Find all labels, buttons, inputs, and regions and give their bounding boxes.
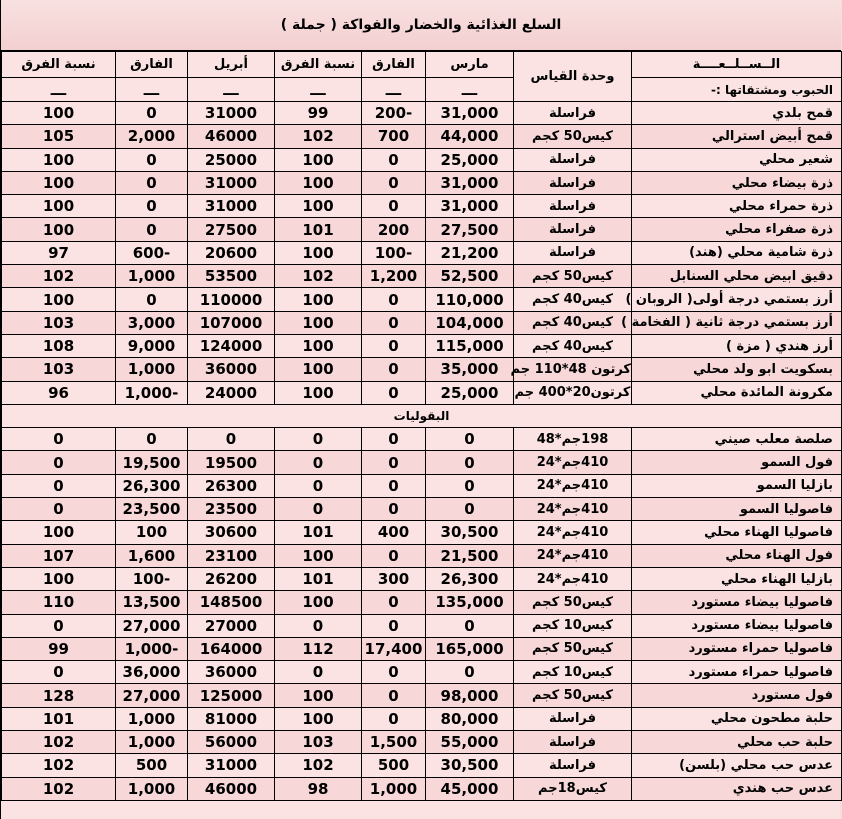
cell-pct1: 0 bbox=[275, 428, 362, 451]
cell-diff2: 1,000 bbox=[116, 777, 188, 800]
section-header-grains bbox=[2, 78, 842, 102]
cell-diff1: 0 bbox=[362, 498, 426, 521]
cell-pct2: 102 bbox=[2, 777, 116, 800]
cell-name: مكرونة المائدة محلي bbox=[632, 381, 842, 404]
table-row bbox=[2, 125, 842, 148]
cell-pct2: 103 bbox=[2, 358, 116, 381]
dash-cell: ـــ bbox=[362, 78, 426, 102]
cell-diff1: 0 bbox=[362, 171, 426, 194]
cell-march: 98,000 bbox=[426, 684, 514, 707]
cell-unit: فراسلة bbox=[514, 218, 632, 241]
cell-unit: 410جم*24 bbox=[514, 498, 632, 521]
cell-diff1: 0 bbox=[362, 661, 426, 684]
cell-march: 0 bbox=[426, 474, 514, 497]
cell-pct1: 100 bbox=[275, 148, 362, 171]
cell-diff1: 0 bbox=[362, 311, 426, 334]
cell-diff1: 0 bbox=[362, 707, 426, 730]
cell-pct2: 99 bbox=[2, 637, 116, 660]
cell-unit: كيس18جم bbox=[514, 777, 632, 800]
cell-march: 27,500 bbox=[426, 218, 514, 241]
cell-pct2: 0 bbox=[2, 451, 116, 474]
table-row bbox=[2, 334, 842, 357]
cell-pct1: 100 bbox=[275, 707, 362, 730]
cell-april: 56000 bbox=[188, 731, 275, 754]
cell-diff1: 0 bbox=[362, 148, 426, 171]
cell-diff2: 0 bbox=[116, 218, 188, 241]
cell-pct2: 105 bbox=[2, 125, 116, 148]
cell-unit: كيس40 كجم bbox=[514, 311, 632, 334]
cell-name: فاصوليا السمو bbox=[632, 498, 842, 521]
section-label-legumes: البقوليات bbox=[2, 404, 842, 427]
cell-diff1: 0 bbox=[362, 195, 426, 218]
cell-march: 31,000 bbox=[426, 195, 514, 218]
cell-pct2: 102 bbox=[2, 731, 116, 754]
section-label-grains: الحبوب ومشتقاتها :- bbox=[632, 78, 842, 102]
cell-diff1: 0 bbox=[362, 474, 426, 497]
cell-april: 124000 bbox=[188, 334, 275, 357]
cell-pct1: 101 bbox=[275, 567, 362, 590]
cell-pct2: 100 bbox=[2, 567, 116, 590]
cell-march: 80,000 bbox=[426, 707, 514, 730]
cell-april: 148500 bbox=[188, 591, 275, 614]
header-pct2: نسبة الفرق bbox=[2, 52, 116, 78]
cell-diff2: 36,000 bbox=[116, 661, 188, 684]
cell-name: ذرة بيضاء محلي bbox=[632, 171, 842, 194]
dash-cell: ـــ bbox=[275, 78, 362, 102]
table-row bbox=[2, 474, 842, 497]
cell-unit: كيس50 كجم bbox=[514, 684, 632, 707]
cell-march: 165,000 bbox=[426, 637, 514, 660]
dash-cell: ـــ bbox=[426, 78, 514, 102]
cell-unit: كيس50 كجم bbox=[514, 591, 632, 614]
cell-pct1: 100 bbox=[275, 381, 362, 404]
table-row bbox=[2, 241, 842, 264]
cell-unit: فراسلة bbox=[514, 754, 632, 777]
cell-april: 24000 bbox=[188, 381, 275, 404]
cell-march: 0 bbox=[426, 498, 514, 521]
table-row bbox=[2, 381, 842, 404]
cell-march: 0 bbox=[426, 661, 514, 684]
cell-name: ذرة صفراء محلي bbox=[632, 218, 842, 241]
cell-name: عدس حب هندي bbox=[632, 777, 842, 800]
cell-diff2: -100 bbox=[116, 567, 188, 590]
table-row bbox=[2, 567, 842, 590]
cell-unit: فراسلة bbox=[514, 148, 632, 171]
table-row bbox=[2, 428, 842, 451]
header-item: الــســلــعــــة bbox=[632, 52, 842, 78]
cell-name: بازليا السمو bbox=[632, 474, 842, 497]
table-row bbox=[2, 731, 842, 754]
cell-april: 36000 bbox=[188, 358, 275, 381]
table-row bbox=[2, 311, 842, 334]
cell-name: بازليا الهناء محلي bbox=[632, 567, 842, 590]
header-march: مارس bbox=[426, 52, 514, 78]
cell-diff2: 27,000 bbox=[116, 684, 188, 707]
table-row bbox=[2, 521, 842, 544]
cell-march: 21,200 bbox=[426, 241, 514, 264]
cell-diff1: 0 bbox=[362, 381, 426, 404]
cell-name: فاصوليا حمراء مستورد bbox=[632, 637, 842, 660]
cell-diff2: 26,300 bbox=[116, 474, 188, 497]
cell-pct1: 100 bbox=[275, 591, 362, 614]
cell-pct1: 100 bbox=[275, 684, 362, 707]
cell-diff1: 400 bbox=[362, 521, 426, 544]
cell-diff1: 0 bbox=[362, 614, 426, 637]
cell-name: دقيق ابيض محلي السنابل bbox=[632, 265, 842, 288]
cell-march: 44,000 bbox=[426, 125, 514, 148]
cell-pct1: 100 bbox=[275, 241, 362, 264]
table-row bbox=[2, 777, 842, 800]
cell-diff2: 13,500 bbox=[116, 591, 188, 614]
cell-march: 31,000 bbox=[426, 102, 514, 125]
cell-unit: فراسلة bbox=[514, 707, 632, 730]
cell-diff2: 19,500 bbox=[116, 451, 188, 474]
cell-diff1: 0 bbox=[362, 334, 426, 357]
cell-april: 27500 bbox=[188, 218, 275, 241]
cell-march: 30,500 bbox=[426, 521, 514, 544]
table-row bbox=[2, 102, 842, 125]
cell-pct2: 0 bbox=[2, 474, 116, 497]
cell-diff2: 3,000 bbox=[116, 311, 188, 334]
cell-pct1: 98 bbox=[275, 777, 362, 800]
cell-diff2: 0 bbox=[116, 428, 188, 451]
cell-diff2: 500 bbox=[116, 754, 188, 777]
cell-april: 164000 bbox=[188, 637, 275, 660]
cell-pct2: 100 bbox=[2, 171, 116, 194]
cell-diff1: 0 bbox=[362, 544, 426, 567]
cell-april: 110000 bbox=[188, 288, 275, 311]
cell-diff2: 1,000 bbox=[116, 731, 188, 754]
cell-pct2: 128 bbox=[2, 684, 116, 707]
cell-unit: كيس10 كجم bbox=[514, 661, 632, 684]
table-row bbox=[2, 265, 842, 288]
cell-april: 31000 bbox=[188, 171, 275, 194]
cell-name: أرز هندي ( مزة ) bbox=[632, 334, 842, 357]
table-row bbox=[2, 288, 842, 311]
cell-april: 36000 bbox=[188, 661, 275, 684]
cell-march: 31,000 bbox=[426, 171, 514, 194]
cell-diff1: -100 bbox=[362, 241, 426, 264]
cell-name: فاصوليا بيضاء مستورد bbox=[632, 591, 842, 614]
cell-diff2: 23,500 bbox=[116, 498, 188, 521]
cell-unit: 198جم*48 bbox=[514, 428, 632, 451]
cell-diff2: 0 bbox=[116, 148, 188, 171]
cell-pct1: 100 bbox=[275, 195, 362, 218]
cell-diff1: 1,000 bbox=[362, 777, 426, 800]
cell-april: 81000 bbox=[188, 707, 275, 730]
sheet-title: السلع الغذائية والخضار والفواكة ( جملة ) bbox=[1, 0, 841, 51]
cell-pct1: 0 bbox=[275, 614, 362, 637]
cell-march: 110,000 bbox=[426, 288, 514, 311]
cell-april: 26200 bbox=[188, 567, 275, 590]
cell-april: 46000 bbox=[188, 777, 275, 800]
cell-pct2: 107 bbox=[2, 544, 116, 567]
cell-pct1: 0 bbox=[275, 498, 362, 521]
cell-march: 45,000 bbox=[426, 777, 514, 800]
cell-diff1: 500 bbox=[362, 754, 426, 777]
cell-pct1: 0 bbox=[275, 451, 362, 474]
cell-pct2: 103 bbox=[2, 311, 116, 334]
cell-name: قمح بلدي bbox=[632, 102, 842, 125]
cell-diff1: 0 bbox=[362, 684, 426, 707]
table-row bbox=[2, 707, 842, 730]
header-pct1: نسبة الفرق bbox=[275, 52, 362, 78]
cell-diff1: 1,200 bbox=[362, 265, 426, 288]
cell-pct2: 100 bbox=[2, 521, 116, 544]
cell-unit: كيس50 كجم bbox=[514, 637, 632, 660]
cell-april: 31000 bbox=[188, 754, 275, 777]
dash-cell: ـــ bbox=[188, 78, 275, 102]
cell-unit: 410جم*24 bbox=[514, 474, 632, 497]
cell-unit: 410جم*24 bbox=[514, 521, 632, 544]
cell-pct1: 101 bbox=[275, 521, 362, 544]
cell-pct1: 102 bbox=[275, 754, 362, 777]
cell-diff2: 0 bbox=[116, 195, 188, 218]
table-row bbox=[2, 544, 842, 567]
cell-pct2: 0 bbox=[2, 614, 116, 637]
cell-name: فول مستورد bbox=[632, 684, 842, 707]
cell-april: 46000 bbox=[188, 125, 275, 148]
cell-name: شعير محلي bbox=[632, 148, 842, 171]
table-row bbox=[2, 171, 842, 194]
cell-unit: كيس40 كجم bbox=[514, 288, 632, 311]
cell-diff1: 0 bbox=[362, 288, 426, 311]
cell-pct2: 100 bbox=[2, 218, 116, 241]
cell-unit: كيس50 كجم bbox=[514, 265, 632, 288]
cell-diff2: 9,000 bbox=[116, 334, 188, 357]
cell-march: 0 bbox=[426, 614, 514, 637]
dash-cell: ـــ bbox=[116, 78, 188, 102]
table-row bbox=[2, 498, 842, 521]
cell-march: 104,000 bbox=[426, 311, 514, 334]
cell-march: 35,000 bbox=[426, 358, 514, 381]
cell-april: 25000 bbox=[188, 148, 275, 171]
cell-pct2: 100 bbox=[2, 288, 116, 311]
cell-april: 27000 bbox=[188, 614, 275, 637]
dash-cell: ـــ bbox=[2, 78, 116, 102]
cell-april: 20600 bbox=[188, 241, 275, 264]
cell-april: 30600 bbox=[188, 521, 275, 544]
cell-name: ذرة شامية محلي (هند) bbox=[632, 241, 842, 264]
cell-unit: فراسلة bbox=[514, 102, 632, 125]
cell-pct1: 0 bbox=[275, 474, 362, 497]
cell-pct1: 100 bbox=[275, 358, 362, 381]
cell-diff2: 27,000 bbox=[116, 614, 188, 637]
table-row bbox=[2, 358, 842, 381]
cell-march: 25,000 bbox=[426, 148, 514, 171]
cell-name: فاصوليا حمراء مستورد bbox=[632, 661, 842, 684]
cell-april: 31000 bbox=[188, 195, 275, 218]
table-row bbox=[2, 614, 842, 637]
cell-diff1: 200 bbox=[362, 218, 426, 241]
cell-diff2: -1,000 bbox=[116, 381, 188, 404]
cell-diff2: 100 bbox=[116, 521, 188, 544]
table-row bbox=[2, 684, 842, 707]
cell-name: أرز بستمي درجة ثانية ( الفخامة ) bbox=[632, 311, 842, 334]
cell-diff2: 1,600 bbox=[116, 544, 188, 567]
cell-march: 30,500 bbox=[426, 754, 514, 777]
cell-unit: فراسلة bbox=[514, 195, 632, 218]
cell-unit: كيس40 كجم bbox=[514, 334, 632, 357]
table-row bbox=[2, 754, 842, 777]
cell-diff1: 17,400 bbox=[362, 637, 426, 660]
cell-april: 23500 bbox=[188, 498, 275, 521]
cell-pct1: 102 bbox=[275, 265, 362, 288]
cell-pct2: 110 bbox=[2, 591, 116, 614]
cell-pct1: 102 bbox=[275, 125, 362, 148]
cell-march: 26,300 bbox=[426, 567, 514, 590]
cell-pct1: 0 bbox=[275, 661, 362, 684]
cell-march: 0 bbox=[426, 428, 514, 451]
header-diff1: الفارق bbox=[362, 52, 426, 78]
cell-pct2: 102 bbox=[2, 754, 116, 777]
cell-pct1: 99 bbox=[275, 102, 362, 125]
cell-pct1: 100 bbox=[275, 311, 362, 334]
price-table bbox=[1, 51, 842, 801]
cell-unit: كرتون 48*110 جم bbox=[514, 358, 632, 381]
cell-unit: كيس10 كجم bbox=[514, 614, 632, 637]
cell-name: فول الهناء محلي bbox=[632, 544, 842, 567]
cell-diff2: 0 bbox=[116, 171, 188, 194]
cell-unit: كرتون20*400 جم bbox=[514, 381, 632, 404]
header-diff2: الفارق bbox=[116, 52, 188, 78]
table-row bbox=[2, 195, 842, 218]
cell-pct2: 100 bbox=[2, 148, 116, 171]
cell-unit: كيس50 كجم bbox=[514, 125, 632, 148]
cell-pct2: 0 bbox=[2, 428, 116, 451]
cell-pct1: 112 bbox=[275, 637, 362, 660]
cell-diff2: 0 bbox=[116, 102, 188, 125]
cell-pct1: 100 bbox=[275, 171, 362, 194]
cell-april: 107000 bbox=[188, 311, 275, 334]
cell-diff1: -200 bbox=[362, 102, 426, 125]
cell-diff2: -600 bbox=[116, 241, 188, 264]
section-header-legumes bbox=[2, 404, 842, 427]
cell-pct2: 101 bbox=[2, 707, 116, 730]
cell-march: 55,000 bbox=[426, 731, 514, 754]
cell-pct1: 100 bbox=[275, 544, 362, 567]
cell-pct1: 101 bbox=[275, 218, 362, 241]
cell-april: 125000 bbox=[188, 684, 275, 707]
header-unit: وحدة القياس bbox=[514, 52, 632, 102]
cell-unit: فراسلة bbox=[514, 731, 632, 754]
cell-diff2: 1,000 bbox=[116, 358, 188, 381]
cell-march: 52,500 bbox=[426, 265, 514, 288]
cell-diff2: -1,000 bbox=[116, 637, 188, 660]
table-row bbox=[2, 218, 842, 241]
table-row bbox=[2, 591, 842, 614]
cell-march: 135,000 bbox=[426, 591, 514, 614]
cell-pct2: 97 bbox=[2, 241, 116, 264]
cell-diff1: 0 bbox=[362, 591, 426, 614]
cell-name: فاصوليا الهناء محلي bbox=[632, 521, 842, 544]
cell-april: 19500 bbox=[188, 451, 275, 474]
cell-diff1: 700 bbox=[362, 125, 426, 148]
table-row bbox=[2, 637, 842, 660]
cell-name: فاصوليا بيضاء مستورد bbox=[632, 614, 842, 637]
cell-name: بسكويت ابو ولد محلي bbox=[632, 358, 842, 381]
cell-name: فول السمو bbox=[632, 451, 842, 474]
cell-pct2: 100 bbox=[2, 102, 116, 125]
cell-april: 26300 bbox=[188, 474, 275, 497]
cell-pct2: 96 bbox=[2, 381, 116, 404]
cell-name: صلصة معلب صيني bbox=[632, 428, 842, 451]
cell-march: 25,000 bbox=[426, 381, 514, 404]
cell-pct1: 103 bbox=[275, 731, 362, 754]
cell-pct2: 0 bbox=[2, 498, 116, 521]
cell-diff2: 1,000 bbox=[116, 707, 188, 730]
cell-name: قمح أبيض استرالي bbox=[632, 125, 842, 148]
cell-diff2: 0 bbox=[116, 288, 188, 311]
cell-march: 0 bbox=[426, 451, 514, 474]
cell-diff1: 1,500 bbox=[362, 731, 426, 754]
table-row bbox=[2, 451, 842, 474]
cell-unit: 410جم*24 bbox=[514, 451, 632, 474]
cell-diff1: 0 bbox=[362, 451, 426, 474]
cell-name: حلبة مطحون محلي bbox=[632, 707, 842, 730]
header-april: أبريل bbox=[188, 52, 275, 78]
cell-pct2: 100 bbox=[2, 195, 116, 218]
cell-pct2: 108 bbox=[2, 334, 116, 357]
cell-name: عدس حب محلي (بلسن) bbox=[632, 754, 842, 777]
cell-name: ذرة حمراء محلي bbox=[632, 195, 842, 218]
table-row bbox=[2, 661, 842, 684]
cell-april: 53500 bbox=[188, 265, 275, 288]
cell-diff2: 1,000 bbox=[116, 265, 188, 288]
table-row bbox=[2, 148, 842, 171]
cell-april: 23100 bbox=[188, 544, 275, 567]
cell-april: 31000 bbox=[188, 102, 275, 125]
cell-diff2: 2,000 bbox=[116, 125, 188, 148]
header-row bbox=[2, 52, 842, 78]
cell-diff1: 0 bbox=[362, 358, 426, 381]
cell-unit: فراسلة bbox=[514, 171, 632, 194]
cell-pct2: 102 bbox=[2, 265, 116, 288]
cell-pct2: 0 bbox=[2, 661, 116, 684]
cell-name: حلبة حب محلي bbox=[632, 731, 842, 754]
cell-april: 0 bbox=[188, 428, 275, 451]
cell-unit: 410جم*24 bbox=[514, 544, 632, 567]
cell-unit: فراسلة bbox=[514, 241, 632, 264]
cell-pct1: 100 bbox=[275, 334, 362, 357]
cell-name: أرز بستمي درجة أولى( الروبان ) bbox=[632, 288, 842, 311]
cell-pct1: 100 bbox=[275, 288, 362, 311]
cell-march: 21,500 bbox=[426, 544, 514, 567]
cell-unit: 410جم*24 bbox=[514, 567, 632, 590]
cell-diff1: 0 bbox=[362, 428, 426, 451]
cell-diff1: 300 bbox=[362, 567, 426, 590]
cell-march: 115,000 bbox=[426, 334, 514, 357]
